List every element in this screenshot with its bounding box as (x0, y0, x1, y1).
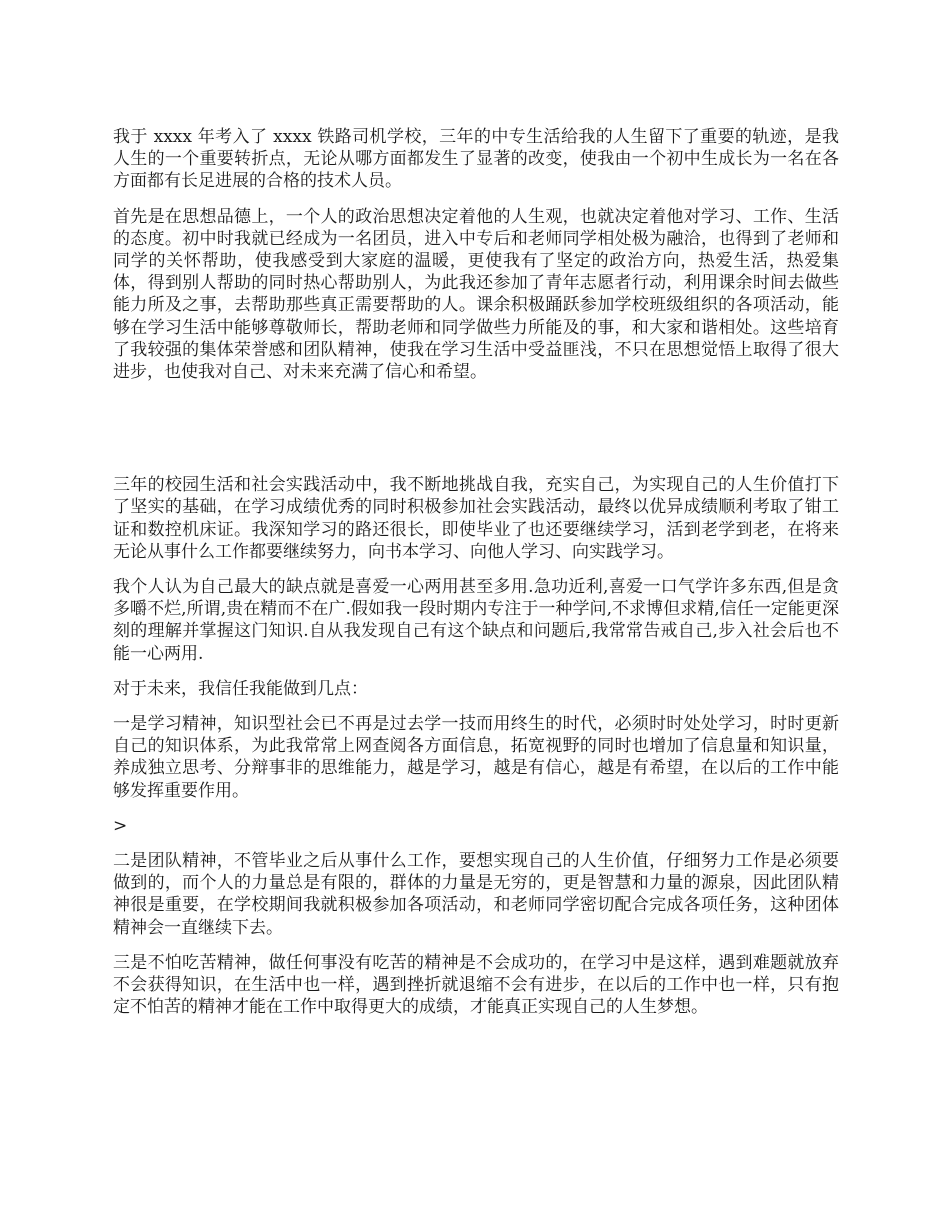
paragraph-learning-spirit: 一是学习精神，知识型社会已不再是过去学一技而用终生的时代，必须时时处处学习，时时更新自己的知识体系，为此我常常上网查阅各方面信息，拓宽视野的同时也增加了信息量和知识量，养成独立思考、分辩事非的思维能力，越是学习，越是有信心，越是有希望，在以后的工作中能够发挥重要作用。 (113, 714, 839, 801)
section-spacer (113, 396, 839, 474)
paragraph-shortcoming: 我个人认为自己最大的缺点就是喜爱一心两用甚至多用.急功近利,喜爱一口气学许多东西,但是贪多嚼不烂,所谓,贵在精而不在广.假如我一段时期内专注于一种学问,不求博但求精,信任一定能更深刻的理解并掌握这门知识.自从我发现自己有这个缺点和问题后,我常常告戒自己,步入社会后也不能一心两用. (113, 577, 839, 664)
paragraph-intro: 我于 xxxx 年考入了 xxxx 铁路司机学校，三年的中专生活给我的人生留下了重要的轨迹，是我人生的一个重要转折点，无论从哪方面都发生了显著的改变，使我由一个初中生成长为一名在各方面都有长足进展的合格的技术人员。 (113, 127, 839, 192)
paragraph-hardship-spirit: 三是不怕吃苦精神，做任何事没有吃苦的精神是不会成功的，在学习中是这样，遇到难题就放弃不会获得知识，在生活中也一样，遇到挫折就退缩不会有进步，在以后的工作中也一样，只有抱定不怕苦的精神才能在工作中取得更大的成绩，才能真正实现自己的人生梦想。 (113, 952, 839, 1018)
paragraph-team-spirit: 二是团队精神，不管毕业之后从事什么工作，要想实现自己的人生价值，仔细努力工作是必须要做到的，而个人的力量总是有限的，群体的力量是无穷的，更是智慧和力量的源泉，因此团队精神很是重要，在学校期间我就积极参加各项活动，和老师同学密切配合完成各项任务，这种团体精神会一直继续下去。 (113, 851, 839, 938)
paragraph-ideology: 首先是在思想品德上，一个人的政治思想决定着他的人生观，也就决定着他对学习、工作、生活的态度。初中时我就已经成为一名团员，进入中专后和老师同学相处极为融洽，也得到了老师和同学的关怀帮助，使我感受到大家庭的温暖，更使我有了坚定的政治方向，热爱生活，热爱集体，得到别人帮助的同时热心帮助别人，为此我还参加了青年志愿者行动，利用课余时间去做些能力所及之事，去帮助那些真正需要帮助的人。课余积极踊跃参加学校班级组织的各项活动，能够在学习生活中能够尊敬师长，帮助老师和同学做些力所能及的事，和大家和谐相处。这些培育了我较强的集体荣誉感和团队精神，使我在学习生活中受益匪浅，不只在思想觉悟上取得了很大进步，也使我对自己、对未来充满了信心和希望。 (113, 206, 839, 383)
paragraph-future-intro: 对于未来，我信任我能做到几点： (113, 678, 368, 699)
paragraph-marker: > (113, 815, 128, 836)
paragraph-practice: 三年的校园生活和社会实践活动中，我不断地挑战自我，充实自己，为实现自己的人生价值打下了坚实的基础，在学习成绩优秀的同时积极参加社会实践活动，最终以优异成绩顺利考取了钳工证和数控机床证。我深知学习的路还很长，即使毕业了也还要继续学习，活到老学到老，在将来无论从事什么工作都要继续努力，向书本学习、向他人学习、向实践学习。 (113, 475, 839, 562)
document-body (113, 126, 839, 1032)
